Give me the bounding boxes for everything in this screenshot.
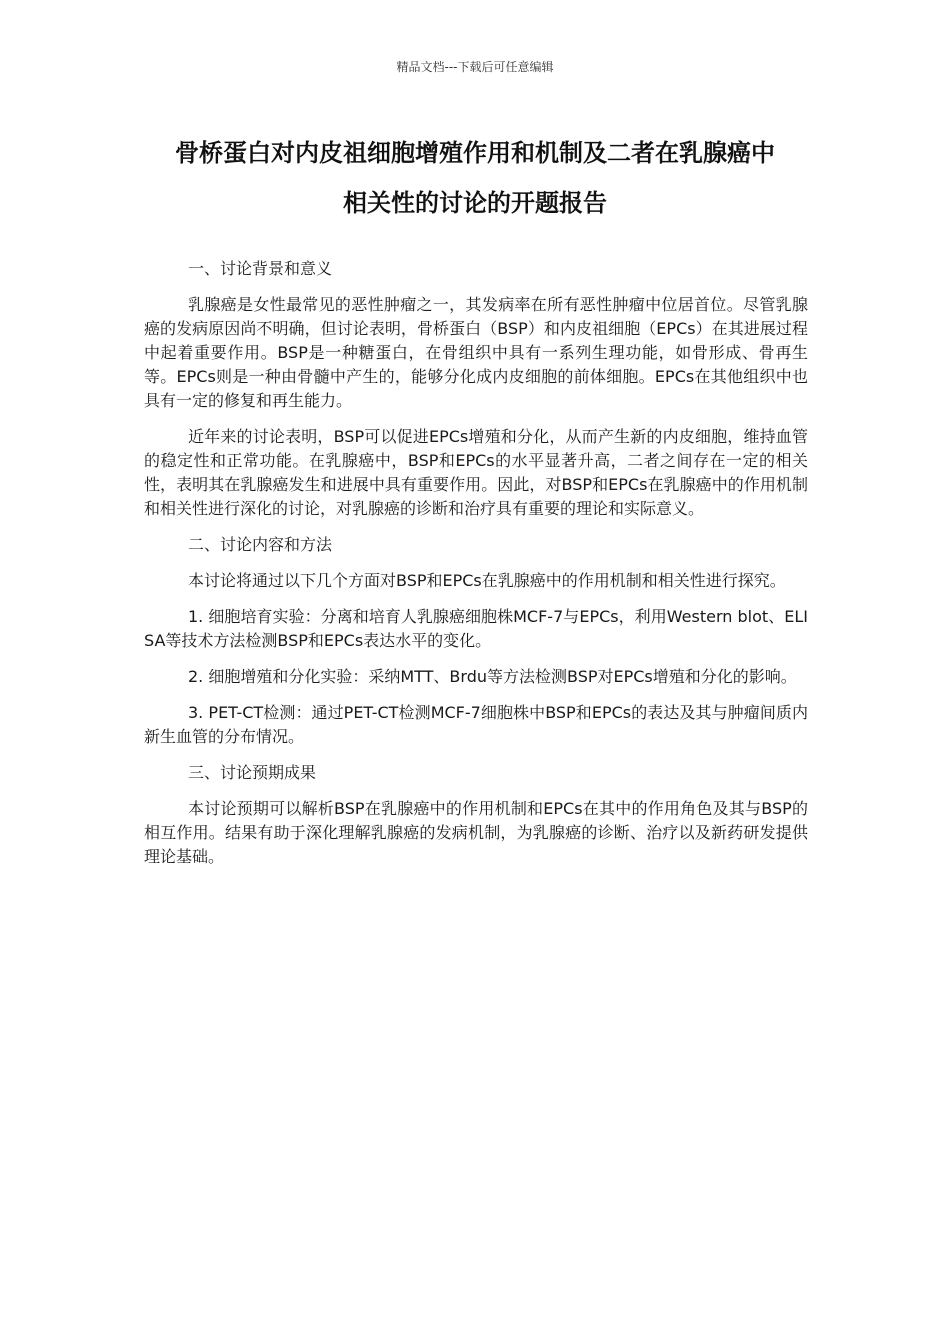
paragraph-methods-intro: 本讨论将通过以下几个方面对BSP和EPCs在乳腺癌中的作用机制和相关性进行探究。 [188, 571, 786, 590]
document-title [120, 128, 830, 228]
section-heading-methods: 二、讨论内容和方法 [188, 535, 333, 554]
title-line-2: 相关性的讨论的开题报告 [343, 189, 607, 217]
method-item-1: 1. 细胞培育实验：分离和培育人乳腺癌细胞株MCF-7与EPCs，利用Western blot、ELISA等技术方法检测BSP和EPCs表达水平的变化。 [144, 607, 808, 650]
paragraph-background-1: 乳腺癌是女性最常见的恶性肿瘤之一，其发病率在所有恶性肿瘤中位居首位。尽管乳腺癌的发病原因尚不明确，但讨论表明，骨桥蛋白（BSP）和内皮祖细胞（EPCs）在其进展过程中起着重要作用。BSP是一种糖蛋白，在骨组织中具有一系列生理功能，如骨形成、骨再生等。EPCs则是一种由骨髓中产生的，能够分化成内皮细胞的前体细胞。EPCs在其他组织中也具有一定的修复和再生能力。 [144, 295, 808, 410]
section-heading-background: 一、讨论背景和意义 [188, 259, 333, 278]
title-line-1: 骨桥蛋白对内皮祖细胞增殖作用和机制及二者在乳腺癌中 [175, 139, 775, 167]
method-item-3: 3. PET-CT检测：通过PET-CT检测MCF-7细胞株中BSP和EPCs的表达及其与肿瘤间质内新生血管的分布情况。 [144, 703, 808, 746]
method-item-2: 2. 细胞增殖和分化实验：采纳MTT、Brdu等方法检测BSP对EPCs增殖和分化的影响。 [188, 667, 797, 686]
paragraph-background-2: 近年来的讨论表明，BSP可以促进EPCs增殖和分化，从而产生新的内皮细胞，维持血管的稳定性和正常功能。在乳腺癌中，BSP和EPCs的水平显著升高，二者之间存在一定的相关性，表明其在乳腺癌发生和进展中具有重要作用。因此，对BSP和EPCs在乳腺癌中的作用机制和相关性进行深化的讨论，对乳腺癌的诊断和治疗具有重要的理论和实际意义。 [144, 427, 808, 518]
paragraph-outcomes: 本讨论预期可以解析BSP在乳腺癌中的作用机制和EPCs在其中的作用角色及其与BSP的相互作用。结果有助于深化理解乳腺癌的发病机制，为乳腺癌的诊断、治疗以及新药研发提供理论基础。 [144, 799, 808, 866]
document-body [144, 257, 808, 881]
section-heading-outcomes: 三、讨论预期成果 [188, 763, 317, 782]
header-note: 精品文档---下载后可任意编辑 [396, 60, 554, 74]
